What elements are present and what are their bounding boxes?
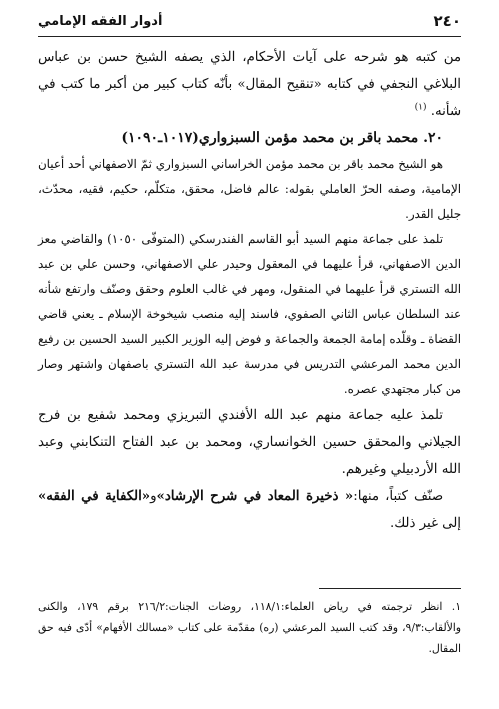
intro-text: من كتبه هو شرحه على آيات الأحكام، الذي يصفه الشيخ حسن بن عباس البلاغي النجفي في كتابه «تنقيح المقال» بأنّه كتاب كبير من أكبر ما كتب في شأنه. [38, 50, 461, 119]
book-title-kifaya: «الكفاية في الفقه» [38, 489, 151, 504]
running-title: أدوار الفقه الإمامي [38, 13, 163, 29]
header-rule [38, 36, 461, 37]
footnote: ١. انظر ترجمته في رياض العلماء:١١٨/١، روضات الجنات:٢١٦/٢ برقم ١٧٩، والكنى والألقاب:٩/٣، وقد كتب السيد المرعشي (ره) مقدّمة على كتاب «مسالك الأفهام» أدّى فيه حق المقال. [38, 600, 461, 655]
running-header [38, 8, 461, 34]
body-text [38, 44, 461, 537]
book-title-dhakhira: « ذخيرة المعاد في شرح الإرشاد» [156, 489, 354, 504]
works-connector: و [150, 489, 157, 504]
intro-paragraph [38, 44, 461, 125]
works-paragraph [38, 483, 461, 537]
students-paragraph: تلمذ عليه جماعة منهم عبد الله الأفندي التبريزي ومحمد شفيع بن فرج الجيلاني والمحقق حسين الخوانساري، ومحمد بن عبد الفتاح التنكابني وعبد الله الأردبيلي وغيرهم. [38, 408, 461, 477]
teachers-paragraph: تلمذ على جماعة منهم السيد أبو القاسم الفندرسكي (المتوفّى ١٠٥٠) والقاضي معز الدين الاصفهاني، قرأ عليهما في المعقول وحيدر علي الاصفهاني، وحسن علي بن عبد الله التستري قرأ عليهما في المنقول، ومهر في غالب العلوم وحقق وصنّف وارتفع شأنه عند السلطان عباس الثاني الصفوي، فاسند إليه منصب شيخوخة الإسلام ـ يعني قاضي القضاة ـ وقلّده إمامة الجمعة والجماعة و فوض إليه الوزير الكبير السيد الحسين بن رفيع الدين محمد المرعشي التدريس في مدرسة عبد الله التستري باصفهان واشتهر وصار من كبار مجتهدي عصره. [38, 232, 461, 396]
footnote-ref: (١) [414, 102, 427, 113]
works-ending: إلى غير ذلك. [390, 516, 461, 531]
footnotes [38, 596, 461, 659]
bio-paragraph: هو الشيخ محمد باقر بن محمد مؤمن الخراساني السبزواري ثمّ الاصفهاني أحد أعيان الإمامية، وصفه الحرّ العاملي بقوله: عالم فاضل، محقق، متكلّم، حكيم، فقيه، محدّث، جليل القدر. [38, 157, 461, 221]
footnote-rule [319, 588, 461, 589]
section-heading: ٢٠. محمد باقر بن محمد مؤمن السبزواري(١٠١٧ـ١٠٩٠) [121, 130, 443, 146]
page-number: ٢٤٠ [433, 12, 461, 30]
works-intro: صنّف كتباً، منها: [353, 489, 444, 504]
